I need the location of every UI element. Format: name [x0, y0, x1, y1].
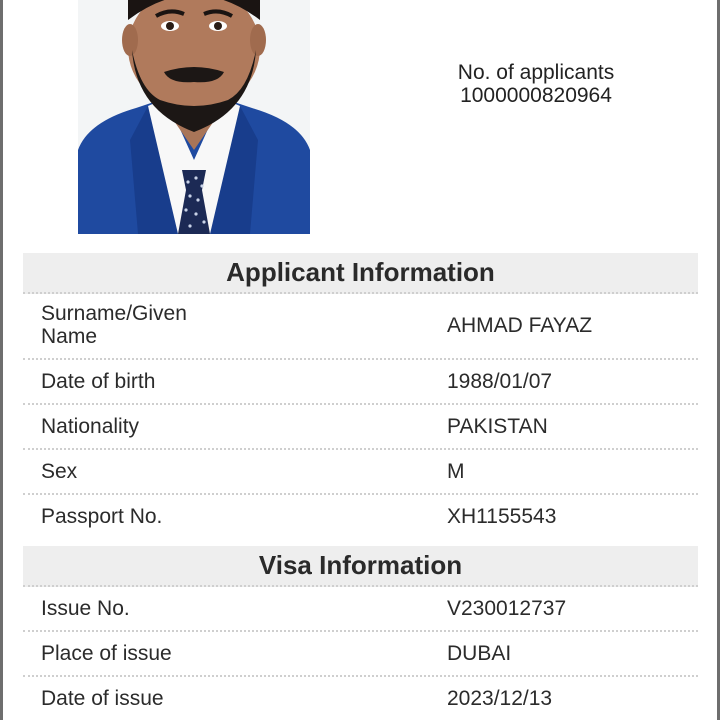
section-title: Visa Information [258, 550, 463, 580]
row-value: M [447, 460, 465, 483]
applicants-info [420, 61, 652, 107]
section-title: Applicant Information [226, 257, 495, 287]
left-border [0, 0, 3, 720]
row-value: AHMAD FAYAZ [447, 314, 593, 337]
applicants-number: 1000000820964 [460, 84, 612, 107]
row-label: Surname/Given [41, 302, 187, 325]
row-label: Nationality [41, 415, 140, 438]
row-value: XH1155543 [447, 505, 557, 528]
applicant-photo [78, 0, 310, 234]
row-label: Issue No. [41, 597, 130, 620]
row-place-of-issue [23, 632, 698, 677]
row-date-of-birth [23, 360, 698, 405]
row-value: 2023/12/13 [447, 687, 553, 710]
row-sex [23, 450, 698, 495]
row-value: 1988/01/07 [447, 370, 553, 393]
row-issue-no [23, 587, 698, 632]
row-value: DUBAI [447, 642, 512, 665]
applicants-label: No. of applicants [457, 61, 615, 84]
row-label: Date of issue [41, 687, 164, 710]
row-label: Place of issue [41, 642, 172, 665]
row-nationality [23, 405, 698, 450]
row-value: PAKISTAN [447, 415, 548, 438]
portrait-image [78, 0, 310, 234]
row-date-of-issue [23, 677, 698, 720]
visa-information-header [23, 546, 698, 587]
row-label-cont: Name [41, 325, 98, 348]
row-label: Passport No. [41, 505, 163, 528]
row-label: Date of birth [41, 370, 156, 393]
row-name [23, 294, 698, 360]
row-label: Sex [41, 460, 78, 483]
row-passport-no [23, 495, 698, 538]
applicant-information-header [23, 253, 698, 294]
row-value: V230012737 [447, 597, 567, 620]
